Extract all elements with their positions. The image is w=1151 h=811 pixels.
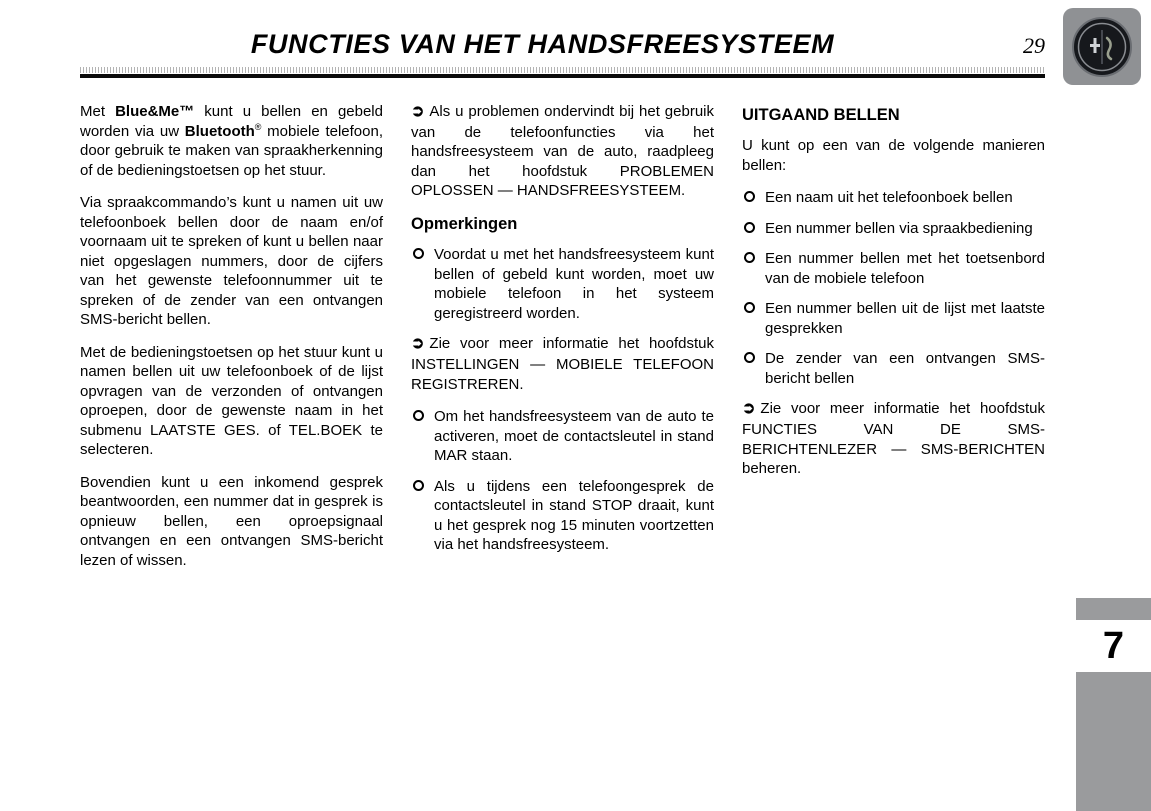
bullet-circle-icon xyxy=(744,302,755,313)
content-columns xyxy=(80,102,1045,583)
bullet-item xyxy=(742,299,1045,338)
chapter-number: 7 xyxy=(1102,624,1125,667)
page-number: 29 xyxy=(1023,33,1045,58)
paragraph: Met Blue&Me™ kunt u bellen en gebeld worden via uw Bluetooth® mobiele telefoon, door gebruik te maken van spraakherkenning of de bedieningstoetsen op het stuur. xyxy=(80,103,383,179)
paragraph: Met de bedieningstoetsen op het stuur kunt u namen bellen uit uw telefoonboek of de lijst opvragen van de verzonden of ontvangen oproepen, door de gewenste naam in het submenu LAATSTE GES. of TEL.BOEK te selecteren. xyxy=(80,343,383,458)
column-1 xyxy=(80,102,383,583)
cross-reference-paragraph: ➲ Als u problemen ondervindt bij het gebruik van de telefoonfuncties via het handsfreesysteem van de auto, raadpleeg dan het hoofdstuk PROBLEMEN OPLOSSEN — HANDSFREESYSTEEM. xyxy=(411,103,714,200)
bullet-item xyxy=(742,349,1045,388)
bullet-circle-icon xyxy=(744,222,755,233)
paragraph: Via spraakcommando’s kunt u namen uit uw telefoonboek bellen door de naam en/of voornaam uit te spreken of kunt u bellen naar niet opgeslagen nummers, door de cijfers van het gewenste telefoonnummer uit te spreken of de zender van een ontvangen SMS-bericht bellen. xyxy=(80,194,383,328)
chapter-tab-bar xyxy=(1076,672,1151,811)
bullet-circle-icon xyxy=(744,352,755,363)
bullet-item xyxy=(742,219,1045,239)
circled-arrow-icon: ➲ xyxy=(411,103,425,120)
section-heading: Opmerkingen xyxy=(411,214,518,233)
bullet-circle-icon xyxy=(744,191,755,202)
circled-arrow-icon: ➲ xyxy=(742,400,756,418)
column-3 xyxy=(742,102,1045,583)
paragraph: U kunt op een van de volgende manieren bellen: xyxy=(742,137,1045,174)
chapter-tab-top xyxy=(1076,598,1151,620)
bullet-circle-icon xyxy=(744,252,755,263)
bullet-circle-icon xyxy=(413,248,424,259)
circled-arrow-icon: ➲ xyxy=(411,335,425,353)
bullet-text: Een nummer bellen met het toetsenbord van de mobiele telefoon xyxy=(765,250,1045,287)
bullet-item xyxy=(411,477,714,555)
alfa-romeo-logo-icon xyxy=(1071,16,1133,78)
bullet-circle-icon xyxy=(413,410,424,421)
bullet-item xyxy=(411,407,714,466)
bullet-text: Een nummer bellen uit de lijst met laatste gesprekken xyxy=(765,300,1045,337)
bullet-text: Voordat u met het handsfreesysteem kunt bellen of gebeld kunt worden, moet uw mobiele telefoon in het systeem geregistreerd worden. xyxy=(434,246,714,322)
cross-reference-paragraph: ➲ Zie voor meer informatie het hoofdstuk INSTELLINGEN — MOBIELE TELEFOON REGISTREREN. xyxy=(411,335,714,393)
bullet-text: Een naam uit het telefoonboek bellen xyxy=(765,189,1013,207)
bullet-text: Om het handsfreesysteem van de auto te activeren, moet de contactsleutel in stand MAR staan. xyxy=(434,408,714,465)
logo-panel xyxy=(1063,8,1141,85)
bullet-item xyxy=(742,249,1045,288)
section-heading: UITGAAND BELLEN xyxy=(742,106,900,124)
bullet-text: Een nummer bellen via spraakbediening xyxy=(765,219,1033,237)
bullet-item xyxy=(742,188,1045,208)
cross-reference-paragraph: ➲ Zie voor meer informatie het hoofdstuk FUNCTIES VAN DE SMS-BERICHTENLEZER — SMS-BERICHTEN beheren. xyxy=(742,400,1045,478)
bullet-circle-icon xyxy=(413,480,424,491)
header-dotted-rule xyxy=(80,67,1045,73)
page-title: FUNCTIES VAN HET HANDSFREESYSTEEM xyxy=(250,29,835,59)
bullet-text: Als u tijdens een telefoongesprek de contactsleutel in stand STOP draait, kunt u het gesprek nog 15 minuten voortzetten via het handsfreesysteem. xyxy=(434,477,714,554)
bullet-item xyxy=(411,245,714,323)
column-2 xyxy=(411,102,714,583)
chapter-number-box xyxy=(1076,620,1151,672)
header-solid-rule xyxy=(80,74,1045,78)
paragraph: Bovendien kunt u een inkomend gesprek beantwoorden, een nummer dat in gesprek is opnieuw bellen, een oproepsignaal ontvangen en een ontvangen SMS-bericht lezen of wissen. xyxy=(80,473,383,569)
bullet-text: De zender van een ontvangen SMS-bericht bellen xyxy=(765,350,1045,387)
